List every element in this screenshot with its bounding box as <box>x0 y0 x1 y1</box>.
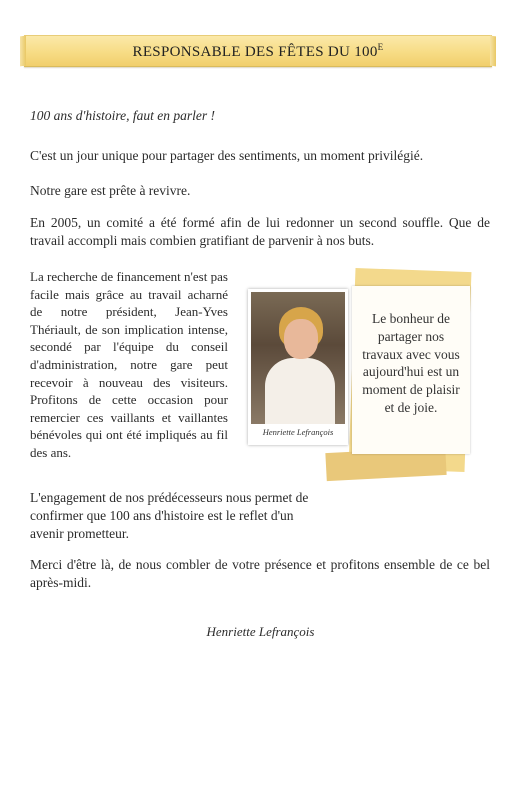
title-banner <box>24 35 492 67</box>
paragraph-3: En 2005, un comité a été formé afin de lui redonner un second souffle. Que de travail accompli mais combien gratifiant de parvenir à nos buts. <box>30 215 490 248</box>
photo-body-shape <box>265 358 335 424</box>
paragraph-4: L'engagement de nos prédécesseurs nous permet de confirmer que 100 ans d'histoire est le reflet d'un avenir prometteur. <box>30 490 309 541</box>
page-title <box>24 42 492 61</box>
photo-face-shape <box>284 319 318 359</box>
pull-quote: Le bonheur de partager nos travaux avec vous aujourd'hui est un moment de plaisir et de joie. <box>352 286 470 454</box>
paragraph-2: Notre gare est prête à revivre. <box>30 183 191 198</box>
photo-caption: Henriette Lefrançois <box>262 427 334 437</box>
portrait-photo <box>251 292 345 424</box>
page-title-text: RESPONSABLE DES FÊTES DU 100 <box>132 44 378 60</box>
portrait-photo-card <box>248 289 348 445</box>
column-paragraph: La recherche de financement n'est pas facile mais grâce au travail acharné de notre président, Jean-Yves Thériault, de son implication intense, secondé par l'équipe du conseil d'administration, notre gare peut recevoir à nouveau des visiteurs. Profitons de cette occasion pour remercier ces vaillants et vaillantes bénévoles qui ont été impliqués au fil des ans. <box>30 269 228 460</box>
paragraph-1: C'est un jour unique pour partager des sentiments, un moment privilégié. <box>30 148 424 163</box>
signature: Henriette Lefrançois <box>206 624 315 639</box>
page-title-superscript: E <box>377 42 384 52</box>
intro-text: 100 ans d'histoire, faut en parler ! <box>30 108 216 123</box>
paragraph-5: Merci d'être là, de nous combler de votre présence et profitons ensemble de ce bel après-midi. <box>30 557 490 590</box>
